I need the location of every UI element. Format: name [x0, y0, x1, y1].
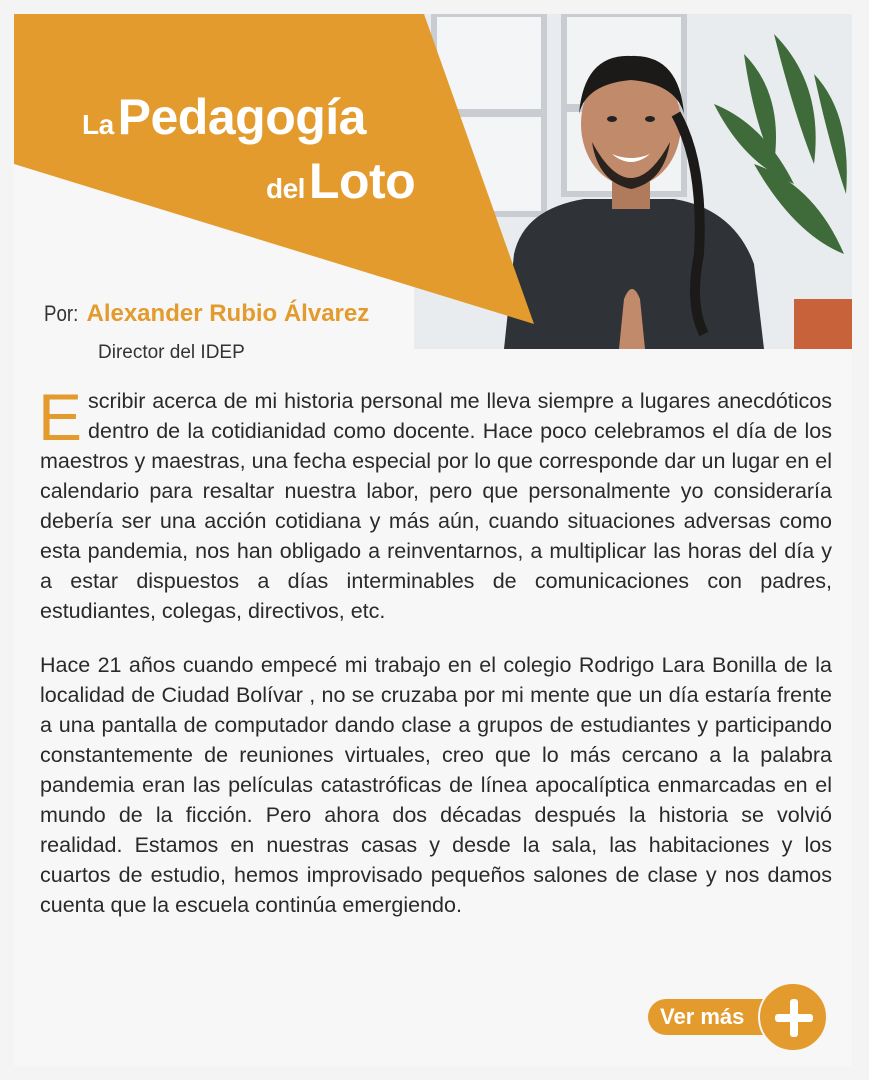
byline — [44, 300, 369, 328]
author-name: Alexander Rubio Álvarez — [86, 300, 370, 327]
read-more-button[interactable] — [648, 982, 830, 1052]
paragraph-1-text: scribir acerca de mi historia personal me lleva siempre a lugares anecdóticos dentro de la cotidianidad como docente. Hace poco celebramos el día de los maestros y maestras, una fecha especial por lo que corresponde dar un lugar en el calendario para resaltar nuestra labor, pero que personalmente yo consideraría debería ser una acción cotidiana y más aún, cuando situaciones adversas como esta pandemia, nos han obligado a reinventarnos, a multiplicar las horas del día y a estar dispuestos a días interminables de comunicaciones con padres, estudiantes, colegas, directivos, etc. — [40, 389, 832, 623]
read-more-label: Ver más — [660, 1004, 745, 1029]
title-word-la: La — [82, 109, 114, 140]
article-paragraph-1 — [38, 380, 832, 626]
byline-prefix: Por: — [44, 301, 79, 326]
title-word-pedagogia: Pedagogía — [117, 89, 366, 145]
title-word-del: del — [266, 173, 305, 204]
article-body — [38, 380, 832, 944]
article-paragraph-2: Hace 21 años cuando empecé mi trabajo en el colegio Rodrigo Lara Bonilla de la localidad de Ciudad Bolívar , no se cruzaba por mi mente que un día estaría frente a una pantalla de computador dando clase a grupos de estudiantes y participando constantemente de reuniones virtuales, creo que lo más cercano a la palabra pandemia eran las películas catastróficas de línea apocalíptica enmarcadas en el mundo de la ficción. Pero ahora dos décadas después la historia se volvió realidad. Estamos en nuestras casas y desde la sala, las habitaciones y los cuartos de estudio, hemos improvisado pequeños salones de clase y nos damos cuenta que la escuela continúa emergiendo. — [40, 653, 832, 917]
plus-icon-vertical — [790, 999, 798, 1037]
title-line-2 — [266, 152, 415, 210]
title-line-1 — [82, 88, 366, 146]
plus-icon[interactable] — [758, 982, 828, 1052]
author-role: Director del IDEP — [98, 342, 245, 363]
drop-cap: E — [38, 380, 83, 454]
title-word-loto: Loto — [308, 153, 416, 209]
article-card — [14, 14, 852, 1066]
